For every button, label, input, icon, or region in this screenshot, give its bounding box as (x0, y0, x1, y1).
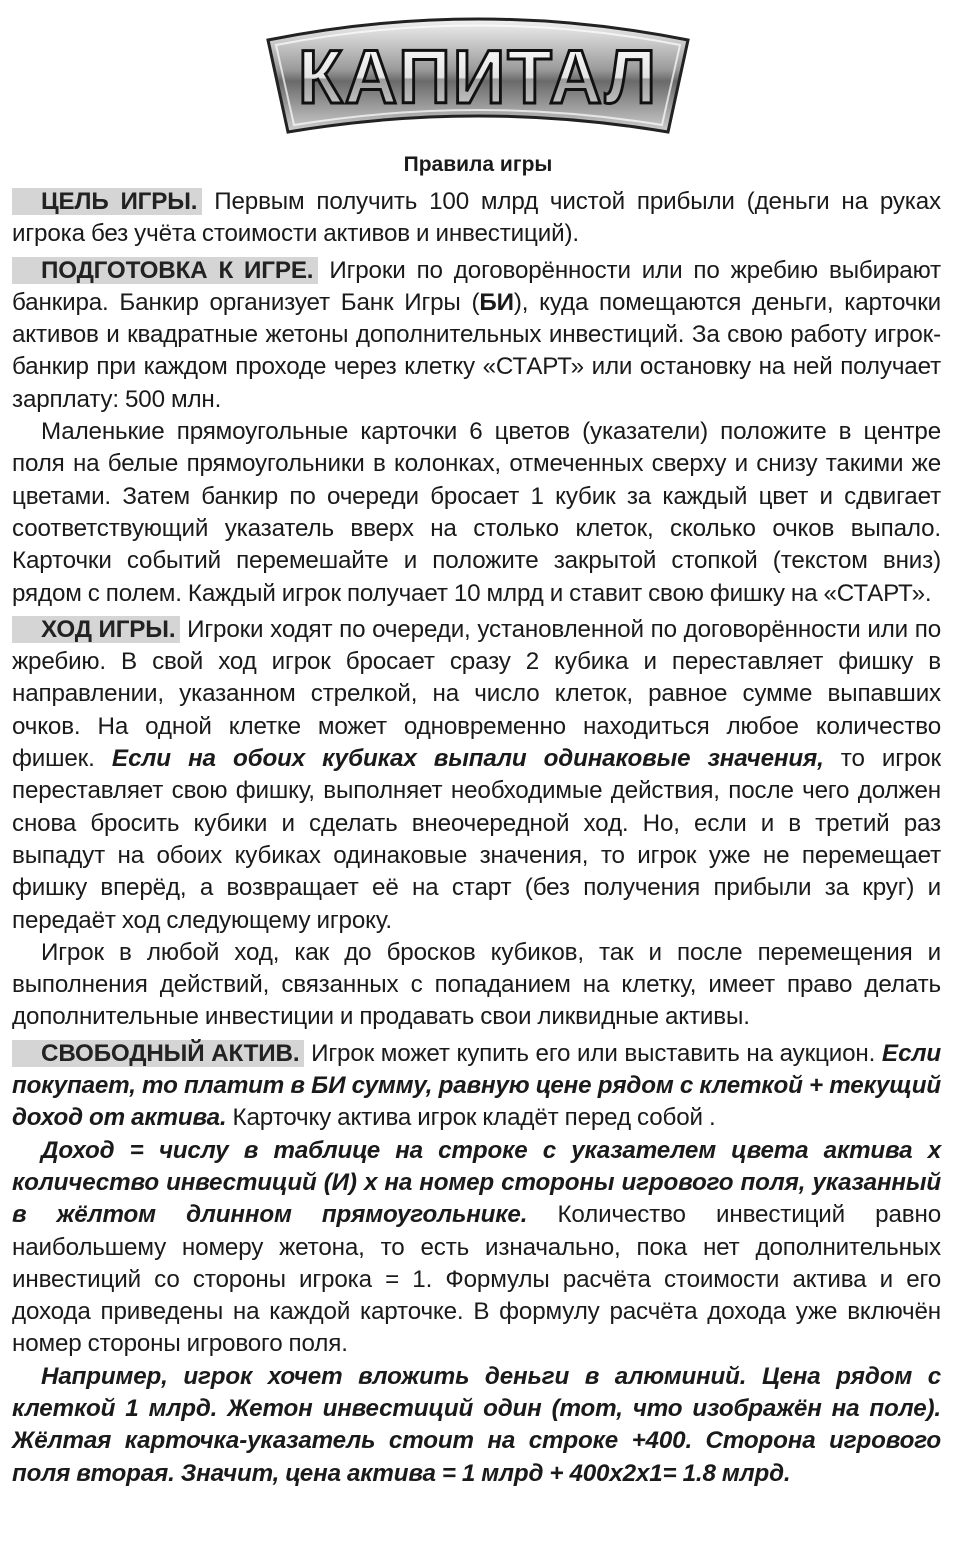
prep-paragraph (12, 255, 941, 416)
prep-text-2: ), куда помещаются деньги, карточки активов и квадратные жетоны дополнительных инвестиций. За свою работу игрок-банкир при каждом проходе через клетку «СТАРТ» или остановку на ней получает зарплату: 500 млн. (12, 288, 941, 413)
turn-paragraph (12, 614, 941, 937)
free-asset-text-2: Карточку актива игрок кладёт перед собой . (226, 1104, 716, 1132)
goal-paragraph (12, 186, 941, 251)
logo (0, 0, 956, 150)
logo-text: КАПИТАЛ (298, 35, 658, 120)
free-asset-text-1: Игрок может купить его или выставить на аукцион. (304, 1039, 882, 1067)
turn-heading: ХОД ИГРЫ. (12, 616, 180, 643)
free-asset-heading: СВОБОДНЫЙ АКТИВ. (12, 1040, 304, 1067)
free-asset-text-3: Количество инвестиций равно наибольшему номеру жетона, то есть изначально, пока нет дополнительных инвестиций со стороны игрока = 1. Формулы расчёта стоимости актива и его дохода приведены на каждой карточке. В формулу расчёта дохода уже включён номер стороны игрового поля. (12, 1201, 941, 1358)
free-asset-paragraph (12, 1038, 941, 1135)
goal-text: Первым получить 100 млрд чистой прибыли (деньги на руках игрока без учёта стоимости активов и инвестиций). (12, 188, 942, 248)
free-asset-emphasis-1: Если покупает, то платит в БИ сумму, равную цене рядом с клеткой + текущий доход от актива. (12, 1039, 941, 1132)
page-title: Правила игры (403, 153, 553, 176)
income-paragraph (12, 1135, 941, 1361)
goal-heading: ЦЕЛЬ ИГРЫ. (12, 188, 202, 215)
turn-text-2: то игрок переставляет свою фишку, выполняет необходимые действия, после чего должен снова бросить кубики и сделать внеочередной ход. Но, если и в третий раз выпадут на обоих кубиках одинаковые значения, то игрок уже не перемещает фишку вперёд, а возвращает её на старт (без получения прибыли за круг) и передаёт ход следующему игроку. (12, 745, 941, 934)
prep-abbr: БИ (479, 288, 514, 316)
free-asset-emphasis-2: Доход = числу в таблице на строке с указателем цвета актива х количество инвестиций (И) х на номер стороны игрового поля, указанный в жёлтом длинном прямоугольнике. (12, 1136, 941, 1229)
prep-text-1: Игроки по договорённости или по жребию выбирают банкира. Банкир организует Банк Игры ( (12, 256, 941, 316)
turn-emphasis: Если на обоих кубиках выпали одинаковые значения, (111, 745, 824, 773)
prep-paragraph-2: Маленькие прямоугольные карточки 6 цветов (указатели) положите в центре поля на белые прямоугольники в колонках, отмеченных сверху и снизу такими же цветами. Затем банкир по очереди бросает 1 кубик за каждый цвет и сдвигает соответствующий указатель вверх на столько клеток, сколько очков выпало. Карточки событий перемешайте и положите закрытой стопкой (текстом вниз) рядом с полем. Каждый игрок получает 10 млрд и ставит свою фишку на «СТАРТ». (12, 418, 941, 607)
rules-body (12, 186, 941, 1490)
prep-heading: ПОДГОТОВКА К ИГРЕ. (12, 257, 318, 284)
turn-paragraph-2: Игрок в любой ход, как до бросков кубиков, так и после перемещения и выполнения действий, связанных с попаданием на клетку, имеет право делать дополнительные инвестиции и продавать свои ликвидные активы. (12, 938, 941, 1031)
example-paragraph: Например, игрок хочет вложить деньги в алюминий. Цена рядом с клеткой 1 млрд. Жетон инвестиций один (тот, что изображён на поле). Жёлтая карточка-указатель стоит на строке +400. Сторона игрового поля вторая. Значит, цена актива = 1 млрд + 400х2х1= 1.8 млрд. (12, 1362, 941, 1487)
turn-text-1: Игроки ходят по очереди, установленной по договорённости или по жребию. В свой ход игрок бросает сразу 2 кубика и переставляет фишку в направлении, указанном стрелкой, на число клеток, равное сумме выпавших очков. На одной клетке может одновременно находиться любое количество фишек. (12, 615, 941, 773)
